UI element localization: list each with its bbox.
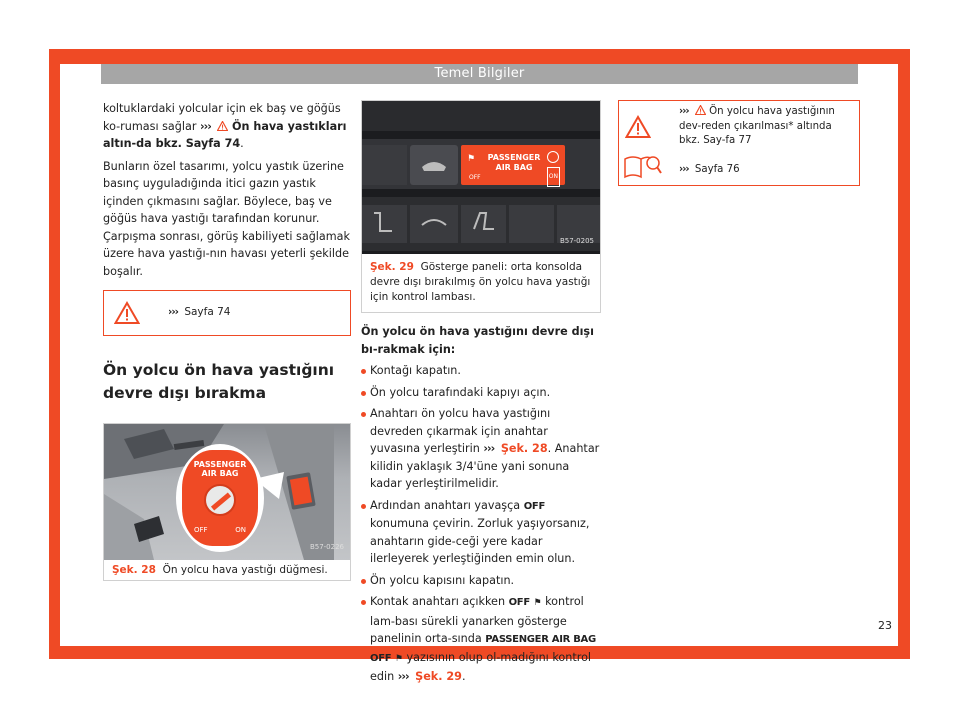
figure-28 bbox=[103, 423, 351, 581]
environment-note-icon bbox=[623, 153, 663, 179]
passenger-seat-icon: ⚑ bbox=[467, 154, 476, 164]
figure-28-link[interactable]: Şek. 28 bbox=[500, 442, 548, 455]
reference-arrows: ››› bbox=[483, 442, 495, 455]
step-6 bbox=[361, 593, 601, 686]
airbag-person-icon: ⚑ bbox=[533, 598, 542, 608]
figure-28-image bbox=[104, 424, 350, 560]
lamp-label-line1: PASSENGER bbox=[487, 153, 541, 162]
reference-arrows: ››› bbox=[397, 670, 409, 683]
column-middle bbox=[361, 100, 601, 690]
reference-arrows: ››› bbox=[679, 164, 689, 175]
page-reference[interactable] bbox=[679, 161, 740, 179]
step-4 bbox=[361, 497, 601, 568]
step-6-text-mid: kontrol lam-bası sürekli yanarken gösterge panelinin orta-sında bbox=[370, 595, 584, 645]
reference-arrows: ››› bbox=[168, 306, 178, 319]
page-reference-text: Sayfa 76 bbox=[694, 164, 740, 175]
warning-icon bbox=[217, 121, 228, 131]
lamp-on-label: ON bbox=[547, 167, 560, 187]
airbag-on-icon bbox=[547, 151, 559, 163]
warning-triangle-icon bbox=[625, 115, 651, 139]
airbag-off-lamp bbox=[461, 145, 565, 185]
figure-caption-text: Ön yolcu hava yastığı düğmesi. bbox=[162, 564, 328, 576]
step-5: Ön yolcu kapısını kapatın. bbox=[361, 572, 601, 590]
warning-reference-text: Sayfa 74 bbox=[184, 306, 231, 319]
step-4-text: Ardından anahtarı yavaşça bbox=[370, 498, 521, 512]
key-slot bbox=[204, 484, 236, 516]
image-code: B57-0226 bbox=[309, 542, 344, 551]
reference-arrows: ››› bbox=[679, 106, 689, 117]
figure-29 bbox=[361, 100, 601, 313]
step-3-text: Anahtarı ön yolcu hava yastığını devreden çıkarmak için anahtar yuvasına yerleştirin bbox=[370, 407, 551, 455]
step-4-text-end: konumuna çevirin. Zorluk yaşıyorsanız, anahtarın gide-ceği yere kadar ilerleyerek yerleştiğinden emin olun. bbox=[370, 517, 590, 565]
step-3 bbox=[361, 405, 601, 493]
figure-label: Şek. 29 bbox=[370, 261, 414, 273]
airbag-switch-panel bbox=[182, 450, 258, 546]
image-code: B57-0205 bbox=[559, 236, 594, 245]
lamp-label-line2: AIR BAG bbox=[495, 163, 533, 172]
step-6-end: . bbox=[461, 670, 466, 683]
intro-text: koltuklardaki yolcular için ek baş ve göğüs ko-ruması sağlar bbox=[103, 102, 341, 133]
airbag-off-display-text: PASSENGER AIR BAG OFF bbox=[370, 634, 596, 664]
switch-label-line2: AIR BAG bbox=[201, 469, 239, 478]
reference-arrows: ››› bbox=[200, 119, 211, 133]
warning-triangle-icon bbox=[114, 301, 140, 325]
procedure-heading: Ön yolcu ön hava yastığını devre dışı bı-rakmak için: bbox=[361, 325, 594, 356]
column-left bbox=[103, 100, 351, 581]
figure-29-link[interactable]: Şek. 29 bbox=[415, 670, 462, 683]
warning-reference[interactable] bbox=[679, 105, 855, 149]
step-6-text: Kontak anahtarı açıkken bbox=[370, 595, 506, 608]
intro-reference-link[interactable]: Ön hava yastıkları altın-da bkz. Sayfa 74 bbox=[103, 119, 347, 150]
off-symbol: OFF bbox=[508, 597, 530, 608]
column-right bbox=[618, 100, 860, 186]
notice-box bbox=[618, 100, 860, 186]
airbag-person-icon: ⚑ bbox=[394, 653, 403, 664]
body-paragraph: Bunların özel tasarımı, yolcu yastık üzerine basınç uyguladığında itici gazın yastık içinden çıkmasını sağlar. Böylece, baş ve göğüs hava yastığı tarafından korunur. Çarpışma sonrası, görüş kabiliyeti sağlamak üzere hava yastığı-nın havası yeterli şekilde boşalır. bbox=[103, 159, 351, 278]
section-title: Ön yolcu ön hava yastığını devre dışı bırakma bbox=[103, 361, 335, 402]
lamp-off-label: OFF bbox=[469, 174, 481, 181]
step-6-text-end: yazısının olup ol-madığını kontrol edin bbox=[370, 650, 592, 683]
switch-on-label: ON bbox=[235, 526, 246, 534]
warning-reference[interactable] bbox=[168, 304, 230, 322]
step-1: Kontağı kapatın. bbox=[361, 362, 601, 380]
figure-29-image bbox=[362, 101, 600, 254]
switch-off-label: OFF bbox=[194, 526, 208, 534]
warning-icon bbox=[695, 105, 706, 115]
warning-reference-text: Ön yolcu hava yastığının dev-reden çıkarılması* altında bkz. Say-fa 77 bbox=[679, 106, 835, 146]
intro-paragraph bbox=[103, 100, 351, 153]
figure-caption-text: Gösterge paneli: orta konsolda devre dışı bırakılmış ön yolcu hava yastığı için kontrol lambası. bbox=[370, 261, 591, 303]
figure-29-caption bbox=[362, 254, 600, 312]
figure-28-caption bbox=[104, 560, 350, 580]
intro-end: . bbox=[240, 137, 244, 150]
airbag-switch-callout bbox=[176, 444, 264, 552]
switch-label-line1: PASSENGER bbox=[193, 460, 247, 469]
figure-label: Şek. 28 bbox=[112, 564, 156, 576]
step-3-text-end: . Anahtar kilidin yaklaşık 3/4'üne yani sonuna kadar yerleştirilmelidir. bbox=[370, 442, 600, 490]
page-number: 23 bbox=[878, 619, 892, 632]
step-2: Ön yolcu tarafındaki kapıyı açın. bbox=[361, 384, 601, 402]
warning-box bbox=[103, 290, 351, 336]
page-header: Temel Bilgiler bbox=[101, 64, 858, 84]
off-symbol: OFF bbox=[523, 500, 545, 512]
